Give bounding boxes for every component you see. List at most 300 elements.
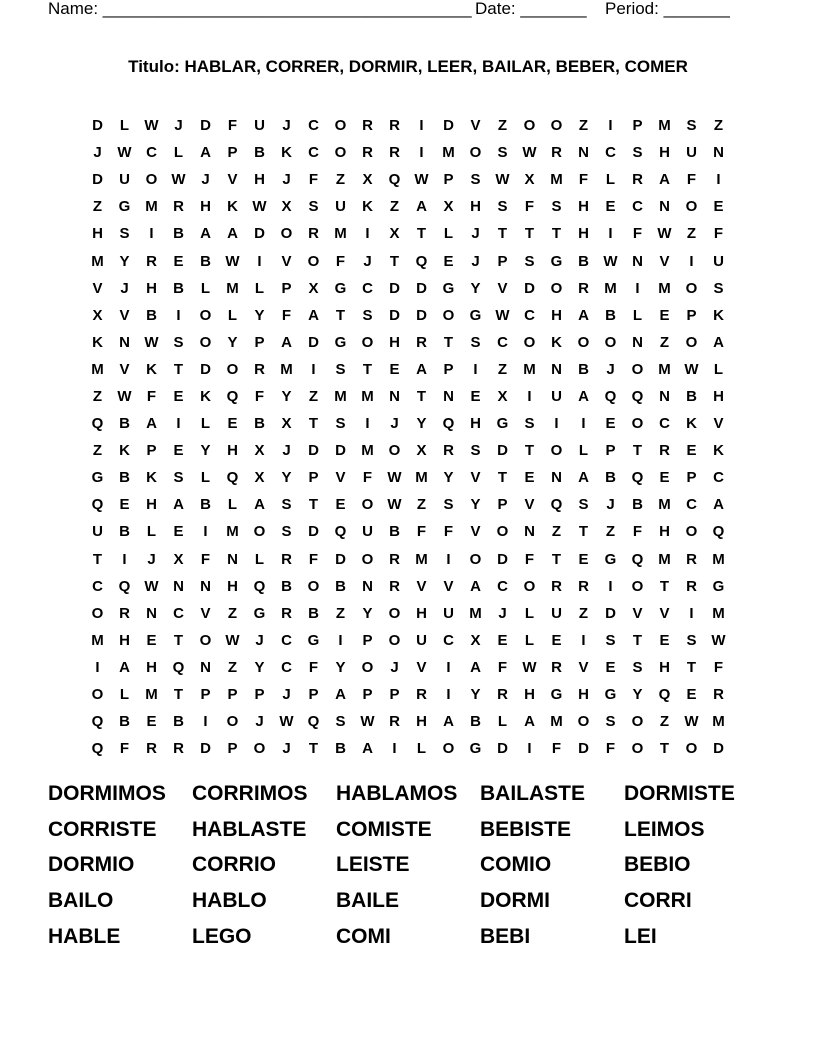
grid-letter: X [281,198,292,216]
grid-letter: O [523,333,536,351]
grid-row [84,356,732,383]
grid-letter: S [686,117,697,135]
grid-letter: D [389,279,400,297]
grid-letter: T [389,252,400,270]
grid-letter: S [308,198,319,216]
grid-letter: V [470,469,481,487]
grid-letter: K [551,333,562,351]
grid-letter: S [470,171,481,189]
grid-letter: P [227,144,238,162]
grid-letter: I [176,415,181,433]
grid-letter: T [92,550,103,568]
grid-letter: D [389,306,400,324]
grid-letter: I [392,740,397,758]
grid-letter: U [416,631,427,649]
grid-letter: Y [254,306,265,324]
grid-letter: J [282,686,291,704]
grid-letter: M [712,604,725,622]
grid-letter: I [689,604,694,622]
grid-letter: D [92,171,103,189]
grid-letter: D [578,740,589,758]
grid-letter: S [578,496,589,514]
grid-letter: K [119,442,130,460]
grid-letter: O [523,577,536,595]
grid-letter: Y [281,387,292,405]
grid-letter: E [146,631,157,649]
grid-letter: R [551,577,562,595]
grid-letter: S [497,198,508,216]
grid-letter: U [551,604,562,622]
grid-letter: F [308,550,319,568]
grid-letter: E [524,469,535,487]
grid-letter: J [363,252,372,270]
grid-letter: D [200,740,211,758]
word-bank-item: BEBISTE [480,817,572,841]
word-bank-row [48,883,788,919]
grid-letter: P [497,252,508,270]
grid-letter: D [416,306,427,324]
grid-letter: Z [578,604,589,622]
grid-letter: I [122,550,127,568]
grid-letter: A [362,740,373,758]
grid-letter: R [632,171,643,189]
grid-letter: A [443,713,454,731]
grid-letter: Y [443,469,454,487]
grid-letter: T [632,631,643,649]
grid-letter: O [361,658,374,676]
grid-letter: R [551,144,562,162]
grid-letter: R [119,604,130,622]
grid-letter: N [632,333,643,351]
grid-letter: S [632,144,643,162]
grid-row [84,735,732,762]
grid-letter: E [227,415,238,433]
grid-letter: R [146,252,157,270]
grid-letter: G [469,740,482,758]
grid-letter: U [254,117,265,135]
grid-letter: J [606,496,615,514]
grid-letter: O [469,550,482,568]
grid-letter: X [173,550,184,568]
grid-letter: O [685,333,698,351]
grid-letter: F [254,387,265,405]
grid-letter: Y [119,252,130,270]
grid-letter: L [173,144,184,162]
grid-letter: D [308,442,319,460]
grid-letter: V [416,658,427,676]
grid-letter: O [388,604,401,622]
grid-letter: G [496,415,509,433]
grid-letter: J [390,658,399,676]
grid-letter: T [686,658,697,676]
grid-letter: A [713,333,724,351]
grid-letter: Q [631,387,644,405]
grid-letter: H [119,631,130,649]
grid-letter: N [551,360,562,378]
grid-letter: E [659,306,670,324]
grid-letter: I [419,144,424,162]
grid-letter: R [686,550,697,568]
grid-letter: L [200,415,211,433]
grid-letter: G [604,686,617,704]
grid-letter: N [659,198,670,216]
grid-letter: H [470,415,481,433]
grid-letter: L [227,306,238,324]
grid-letter: Q [91,496,104,514]
grid-letter: H [578,225,589,243]
grid-letter: J [120,279,129,297]
grid-letter: A [578,387,589,405]
grid-letter: F [713,225,724,243]
grid-letter: O [685,740,698,758]
grid-letter: U [335,198,346,216]
grid-letter: E [551,631,562,649]
word-bank-item: CORRIO [192,853,276,877]
grid-letter: H [146,496,157,514]
grid-letter: M [91,360,104,378]
grid-letter: M [361,442,374,460]
grid-letter: T [416,225,427,243]
grid-letter: Z [227,658,238,676]
grid-letter: W [144,117,159,135]
grid-letter: Z [659,713,670,731]
grid-letter: O [361,550,374,568]
grid-letter: V [659,604,670,622]
grid-letter: Y [632,686,643,704]
grid-letter: C [281,658,292,676]
grid-letter: N [632,252,643,270]
grid-letter: N [659,387,670,405]
grid-letter: B [119,415,130,433]
grid-letter: V [578,658,589,676]
grid-letter: P [362,631,373,649]
grid-letter: E [686,686,697,704]
grid-letter: V [497,279,508,297]
grid-letter: L [497,713,508,731]
grid-letter: H [146,658,157,676]
grid-letter: C [497,577,508,595]
grid-letter: O [685,523,698,541]
grid-letter: H [416,713,427,731]
grid-letter: E [389,360,400,378]
grid-letter: L [254,550,265,568]
grid-letter: W [387,469,402,487]
grid-letter: S [335,713,346,731]
word-bank-row [48,776,788,812]
grid-letter: S [686,631,697,649]
grid-letter: X [92,306,103,324]
grid-letter: O [91,686,104,704]
grid-letter: R [146,740,157,758]
word-bank-item: BEBIO [624,853,691,877]
grid-letter: F [632,523,643,541]
grid-letter: M [658,550,671,568]
grid-row [84,627,732,654]
grid-letter: T [335,306,346,324]
grid-letter: W [495,171,510,189]
grid-letter: D [497,442,508,460]
grid-letter: X [389,225,400,243]
grid-letter: J [282,740,291,758]
grid-letter: R [362,117,373,135]
grid-letter: T [362,360,373,378]
grid-row [84,220,732,247]
grid-letter: A [308,306,319,324]
grid-letter: U [713,252,724,270]
grid-letter: J [471,252,480,270]
grid-letter: T [443,333,454,351]
grid-letter: J [93,144,102,162]
grid-letter: A [146,415,157,433]
grid-letter: J [255,631,264,649]
grid-letter: T [308,415,319,433]
grid-letter: Z [416,496,427,514]
grid-letter: E [659,469,670,487]
grid-letter: I [581,631,586,649]
grid-letter: J [255,713,264,731]
grid-letter: P [308,686,319,704]
grid-letter: P [362,686,373,704]
grid-letter: M [334,387,347,405]
grid-letter: E [470,387,481,405]
grid-letter: S [524,415,535,433]
grid-letter: B [389,523,400,541]
grid-row [84,112,732,139]
grid-letter: H [416,604,427,622]
grid-letter: H [200,198,211,216]
grid-letter: M [280,360,293,378]
grid-letter: S [335,360,346,378]
grid-letter: V [119,360,130,378]
grid-letter: T [551,225,562,243]
grid-letter: A [254,496,265,514]
grid-letter: O [685,198,698,216]
grid-letter: X [470,631,481,649]
grid-letter: W [684,713,699,731]
grid-letter: I [446,550,451,568]
grid-letter: I [257,252,262,270]
grid-letter: I [635,279,640,297]
grid-letter: E [173,387,184,405]
grid-letter: E [659,631,670,649]
grid-letter: M [442,144,455,162]
grid-letter: Z [551,523,562,541]
grid-letter: C [713,469,724,487]
grid-letter: Z [308,387,319,405]
grid-row [84,464,732,491]
grid-letter: C [281,631,292,649]
grid-letter: N [389,387,400,405]
grid-letter: Z [713,117,724,135]
grid-letter: I [446,686,451,704]
grid-letter: X [497,387,508,405]
grid-letter: D [524,279,535,297]
word-bank-item: COMI [336,925,391,949]
grid-letter: D [713,740,724,758]
grid-letter: V [524,496,535,514]
word-bank-item: LEISTE [336,853,410,877]
grid-letter: I [203,713,208,731]
grid-letter: H [389,333,400,351]
grid-letter: R [578,279,589,297]
grid-letter: F [578,171,589,189]
grid-letter: R [389,550,400,568]
grid-letter: P [443,171,454,189]
grid-letter: O [523,117,536,135]
word-bank-item: BAILO [48,889,114,913]
grid-letter: R [281,604,292,622]
grid-letter: M [523,360,536,378]
grid-row [84,546,732,573]
grid-letter: N [119,333,130,351]
grid-letter: Q [253,577,266,595]
grid-letter: H [713,387,724,405]
grid-letter: D [497,740,508,758]
grid-row [84,681,732,708]
grid-letter: K [686,415,697,433]
grid-letter: A [524,713,535,731]
grid-letter: B [119,523,130,541]
grid-letter: B [119,469,130,487]
grid-letter: W [684,360,699,378]
grid-letter: O [388,442,401,460]
grid-letter: L [416,740,427,758]
grid-letter: P [254,686,265,704]
grid-letter: E [605,198,616,216]
grid-letter: A [119,658,130,676]
grid-letter: S [497,144,508,162]
grid-letter: Z [605,523,616,541]
grid-letter: Q [91,740,104,758]
grid-letter: H [227,577,238,595]
grid-letter: M [712,550,725,568]
grid-letter: I [554,415,559,433]
grid-letter: N [713,144,724,162]
grid-letter: C [362,279,373,297]
grid-letter: R [308,225,319,243]
grid-letter: C [173,604,184,622]
grid-letter: M [550,713,563,731]
grid-letter: A [200,144,211,162]
grid-letter: S [443,496,454,514]
grid-letter: F [416,523,427,541]
grid-letter: K [713,442,724,460]
grid-letter: E [605,658,616,676]
grid-letter: R [659,442,670,460]
grid-letter: O [199,631,212,649]
grid-letter: I [716,171,721,189]
grid-letter: B [470,713,481,731]
grid-letter: I [608,577,613,595]
grid-letter: O [253,523,266,541]
word-bank-item: DORMIO [48,853,135,877]
grid-letter: J [606,360,615,378]
grid-letter: Q [442,415,455,433]
grid-letter: M [226,523,239,541]
grid-letter: U [443,604,454,622]
grid-letter: R [389,713,400,731]
student-info-header [48,0,788,20]
grid-letter: H [578,198,589,216]
word-bank-item: CORRI [624,889,692,913]
grid-letter: L [146,523,157,541]
grid-letter: P [443,360,454,378]
grid-letter: J [390,415,399,433]
grid-letter: R [173,198,184,216]
grid-letter: C [92,577,103,595]
grid-letter: T [173,686,184,704]
word-bank-item: HABLO [192,889,267,913]
grid-letter: Z [92,198,103,216]
grid-letter: B [632,496,643,514]
grid-letter: Q [226,387,239,405]
grid-letter: R [551,658,562,676]
grid-letter: S [173,333,184,351]
grid-letter: C [659,415,670,433]
grid-letter: D [443,117,454,135]
grid-letter: S [632,658,643,676]
grid-letter: B [254,415,265,433]
grid-letter: T [308,496,319,514]
grid-letter: Q [91,713,104,731]
grid-letter: F [308,171,319,189]
grid-letter: T [416,387,427,405]
grid-letter: U [362,523,373,541]
grid-letter: B [173,279,184,297]
grid-letter: D [416,279,427,297]
grid-letter: R [578,577,589,595]
grid-letter: X [362,171,373,189]
grid-letter: M [361,387,374,405]
grid-letter: J [282,171,291,189]
grid-letter: L [578,442,589,460]
grid-letter: B [146,306,157,324]
grid-row [84,654,732,681]
grid-letter: O [442,740,455,758]
grid-letter: E [335,496,346,514]
grid-letter: N [443,387,454,405]
grid-letter: L [443,225,454,243]
grid-letter: S [281,523,292,541]
grid-letter: N [578,144,589,162]
grid-letter: O [307,252,320,270]
grid-letter: M [658,117,671,135]
grid-letter: L [200,279,211,297]
grid-letter: N [551,469,562,487]
grid-letter: T [659,740,670,758]
word-search-grid [84,112,732,762]
grid-letter: E [173,442,184,460]
grid-letter: B [335,577,346,595]
grid-letter: B [173,225,184,243]
grid-letter: X [308,279,319,297]
grid-letter: V [200,604,211,622]
grid-letter: T [524,225,535,243]
grid-letter: C [308,144,319,162]
grid-letter: K [92,333,103,351]
grid-letter: H [659,523,670,541]
grid-letter: W [252,198,267,216]
grid-letter: C [605,144,616,162]
grid-letter: O [199,306,212,324]
grid-letter: Q [307,713,320,731]
grid-letter: N [146,604,157,622]
grid-letter: D [200,360,211,378]
grid-letter: E [119,496,130,514]
word-bank-row [48,919,788,955]
grid-letter: H [470,198,481,216]
grid-letter: P [686,306,697,324]
